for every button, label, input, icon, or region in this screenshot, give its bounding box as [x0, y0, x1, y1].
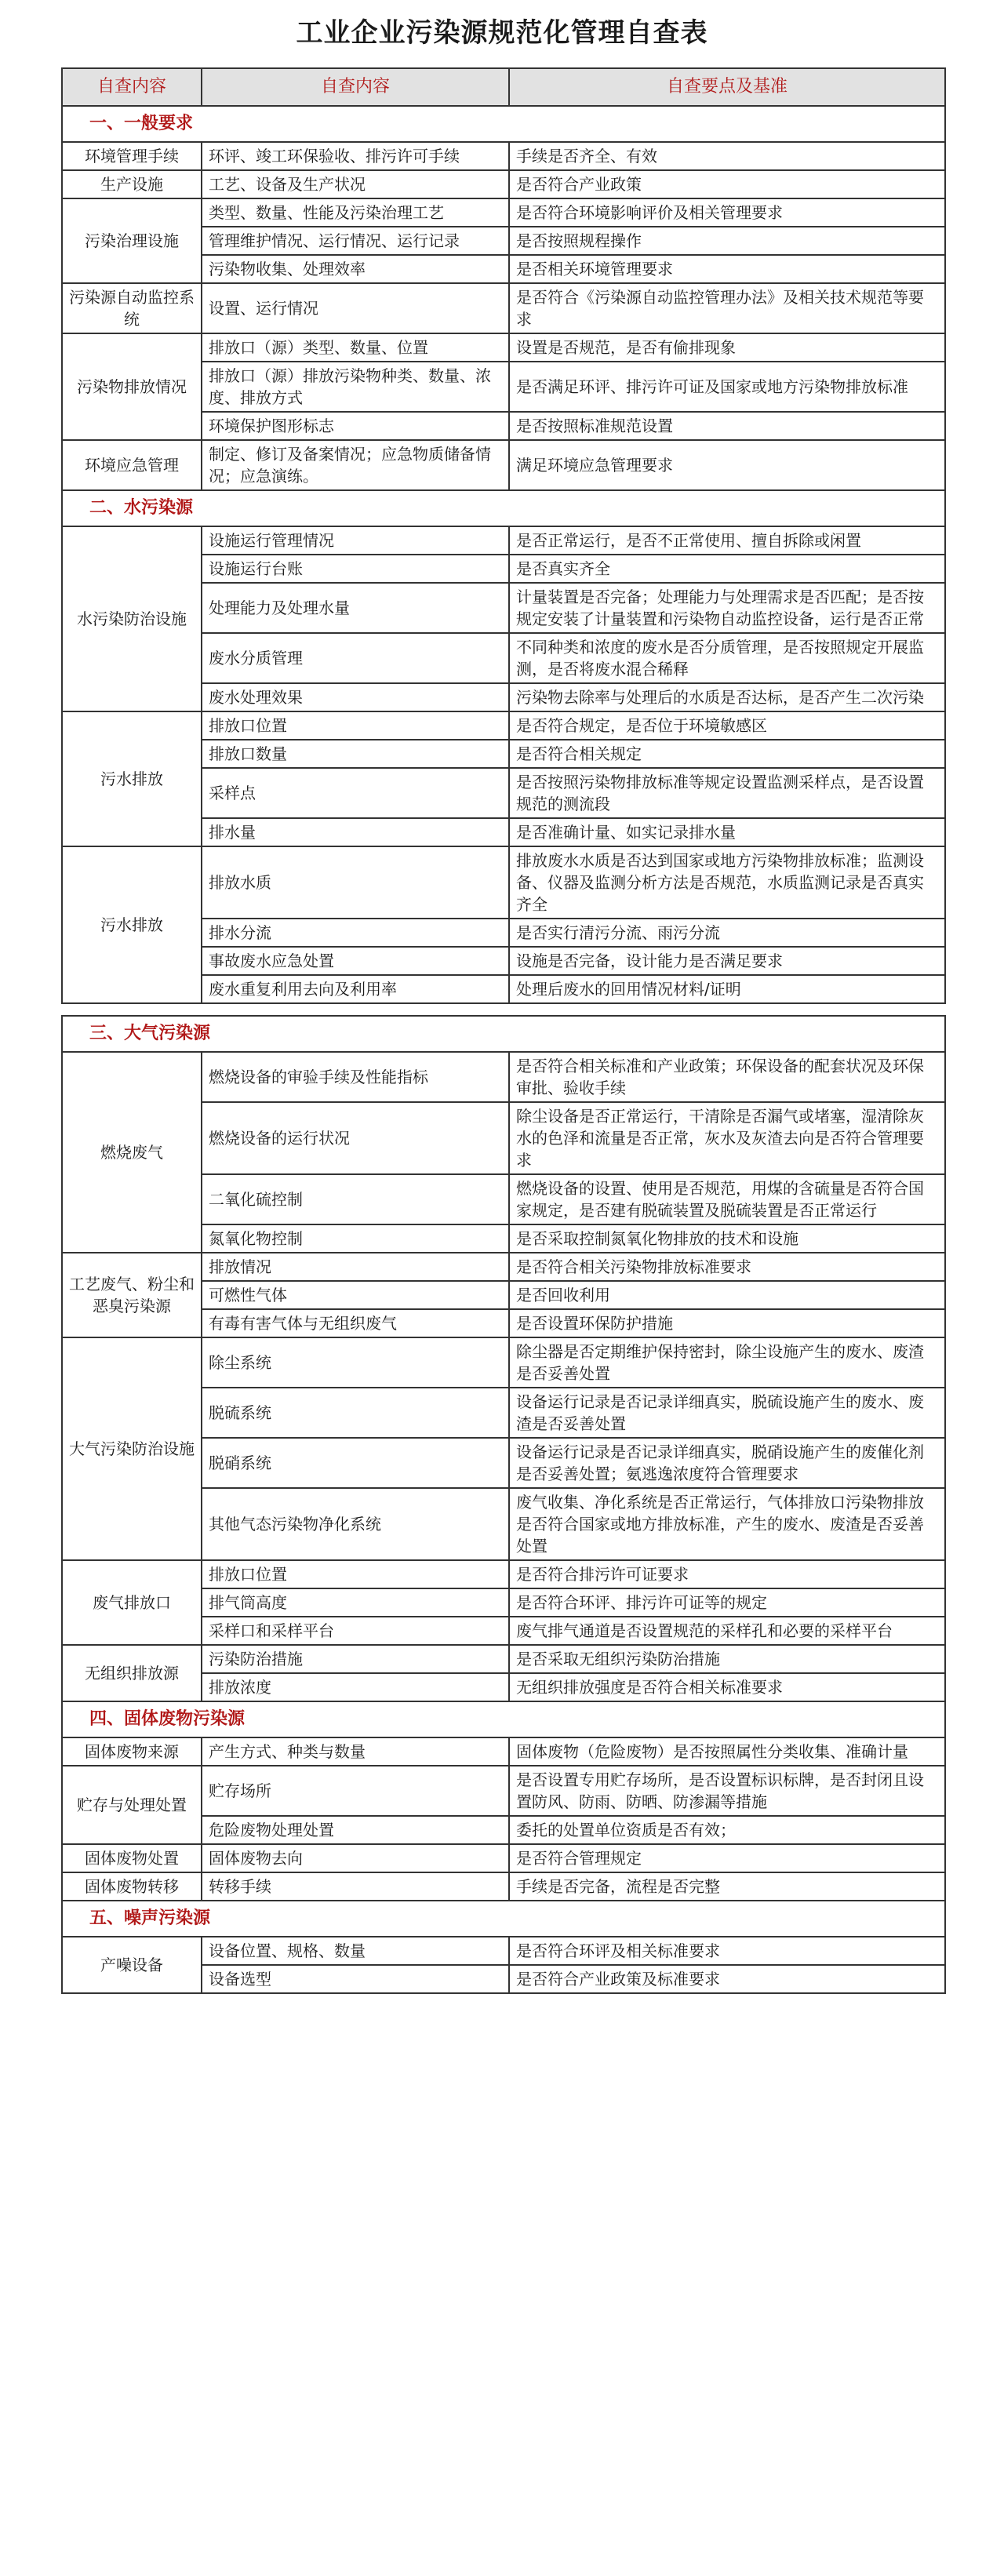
- header-item: 自查内容: [202, 68, 509, 106]
- section-heading-row: [62, 490, 945, 526]
- requirement-cell: 是否符合《污染源自动监控管理办法》及相关技术规范等要求: [509, 283, 945, 333]
- item-cell: 排水量: [202, 818, 509, 846]
- item-cell: 产生方式、种类与数量: [202, 1737, 509, 1766]
- item-cell: 固体废物去向: [202, 1844, 509, 1872]
- requirement-cell: 处理后废水的回用情况材料/证明: [509, 975, 945, 1003]
- item-cell: 可燃性气体: [202, 1281, 509, 1309]
- category-cell: 大气污染防治设施: [62, 1337, 202, 1560]
- requirement-cell: 是否准确计量、如实记录排水量: [509, 818, 945, 846]
- requirement-cell: 设备运行记录是否记录详细真实，脱硫设施产生的废水、废渣是否妥善处置: [509, 1388, 945, 1438]
- item-cell: 废水处理效果: [202, 683, 509, 711]
- requirement-cell: 固体废物（危险废物）是否按照属性分类收集、准确计量: [509, 1737, 945, 1766]
- category-cell: 固体废物来源: [62, 1737, 202, 1766]
- requirement-cell: 是否符合排污许可证要求: [509, 1560, 945, 1588]
- requirement-cell: 计量装置是否完备；处理能力与处理需求是否匹配；是否按规定安装了计量装置和污染物自动监控设备，运行是否正常: [509, 583, 945, 633]
- requirement-cell: 是否符合相关污染物排放标准要求: [509, 1253, 945, 1281]
- item-cell: 采样口和采样平台: [202, 1617, 509, 1645]
- requirement-cell: 是否采取控制氮氧化物排放的技术和设施: [509, 1224, 945, 1253]
- section-gap: [62, 1003, 945, 1016]
- requirement-cell: 是否按照标准规范设置: [509, 412, 945, 440]
- requirement-cell: 燃烧设备的设置、使用是否规范，用煤的含硫量是否符合国家规定，是否建有脱硫装置及脱硫装置是否正常运行: [509, 1174, 945, 1224]
- table-row: [62, 1737, 945, 1766]
- item-cell: 排放浓度: [202, 1673, 509, 1701]
- item-cell: 除尘系统: [202, 1337, 509, 1388]
- requirement-cell: 是否按照污染物排放标准等规定设置监测采样点，是否设置规范的测流段: [509, 768, 945, 818]
- section-heading: 一、一般要求: [62, 106, 945, 142]
- category-cell: 污染源自动监控系统: [62, 283, 202, 333]
- item-cell: 环境保护图形标志: [202, 412, 509, 440]
- item-cell: 二氧化硫控制: [202, 1174, 509, 1224]
- item-cell: 采样点: [202, 768, 509, 818]
- item-cell: 管理维护情况、运行情况、运行记录: [202, 227, 509, 255]
- section-heading: 二、水污染源: [62, 490, 945, 526]
- item-cell: 其他气态污染物净化系统: [202, 1488, 509, 1560]
- item-cell: 废水重复利用去向及利用率: [202, 975, 509, 1003]
- category-cell: 工艺废气、粉尘和恶臭污染源: [62, 1253, 202, 1337]
- requirement-cell: 不同种类和浓度的废水是否分质管理，是否按照规定开展监测，是否将废水混合稀释: [509, 633, 945, 683]
- item-cell: 排放口位置: [202, 1560, 509, 1588]
- table-header-row: [62, 68, 945, 106]
- category-cell: 污染治理设施: [62, 198, 202, 283]
- requirement-cell: 是否设置专用贮存场所，是否设置标识标牌，是否封闭且设置防风、防雨、防晒、防渗漏等措施: [509, 1766, 945, 1816]
- category-cell: 产噪设备: [62, 1937, 202, 1993]
- header-category: 自查内容: [62, 68, 202, 106]
- category-cell: 污染物排放情况: [62, 333, 202, 440]
- requirement-cell: 设备运行记录是否记录详细真实，脱硝设施产生的废催化剂是否妥善处置；氨逃逸浓度符合管理要求: [509, 1438, 945, 1488]
- requirement-cell: 是否正常运行，是否不正常使用、擅自拆除或闲置: [509, 526, 945, 555]
- table-row: [62, 1560, 945, 1588]
- item-cell: 设施运行台账: [202, 555, 509, 583]
- item-cell: 处理能力及处理水量: [202, 583, 509, 633]
- header-requirement: 自查要点及基准: [509, 68, 945, 106]
- requirement-cell: 是否符合管理规定: [509, 1844, 945, 1872]
- item-cell: 有毒有害气体与无组织废气: [202, 1309, 509, 1337]
- requirement-cell: 是否符合环评及相关标准要求: [509, 1937, 945, 1965]
- self-check-table: [61, 67, 946, 1994]
- requirement-cell: 是否回收利用: [509, 1281, 945, 1309]
- requirement-cell: 是否符合产业政策: [509, 170, 945, 198]
- category-cell: 无组织排放源: [62, 1645, 202, 1701]
- table-row: [62, 142, 945, 170]
- category-cell: 污水排放: [62, 846, 202, 1003]
- table-row: [62, 333, 945, 362]
- category-cell: 固体废物转移: [62, 1872, 202, 1901]
- requirement-cell: 是否符合产业政策及标准要求: [509, 1965, 945, 1993]
- item-cell: 事故废水应急处置: [202, 947, 509, 975]
- table-row: [62, 1872, 945, 1901]
- item-cell: 燃烧设备的运行状况: [202, 1102, 509, 1174]
- item-cell: 工艺、设备及生产状况: [202, 170, 509, 198]
- requirement-cell: 废气排气通道是否设置规范的采样孔和必要的采样平台: [509, 1617, 945, 1645]
- requirement-cell: 是否符合相关标准和产业政策；环保设备的配套状况及环保审批、验收手续: [509, 1052, 945, 1102]
- table-row: [62, 283, 945, 333]
- item-cell: 氮氧化物控制: [202, 1224, 509, 1253]
- category-cell: 固体废物处置: [62, 1844, 202, 1872]
- requirement-cell: 是否相关环境管理要求: [509, 255, 945, 283]
- section-heading: 三、大气污染源: [62, 1016, 945, 1052]
- page-title: 工业企业污染源规范化管理自查表: [296, 17, 708, 49]
- requirement-cell: 设置是否规范，是否有偷排现象: [509, 333, 945, 362]
- table-row: [62, 170, 945, 198]
- table-row: [62, 440, 945, 490]
- requirement-cell: 是否符合规定，是否位于环境敏感区: [509, 711, 945, 740]
- table-row: [62, 1766, 945, 1816]
- requirement-cell: 是否符合环评、排污许可证等的规定: [509, 1588, 945, 1617]
- requirement-cell: 除尘器是否定期维护保持密封，除尘设施产生的废水、废渣是否妥善处置: [509, 1337, 945, 1388]
- requirement-cell: 设施是否完备，设计能力是否满足要求: [509, 947, 945, 975]
- requirement-cell: 除尘设备是否正常运行，干清除是否漏气或堵塞，湿清除灰水的色泽和流量是否正常，灰水及灰渣去向是否符合管理要求: [509, 1102, 945, 1174]
- table-row: [62, 1337, 945, 1388]
- table-row: [62, 1937, 945, 1965]
- section-heading-row: [62, 106, 945, 142]
- category-cell: 污水排放: [62, 711, 202, 846]
- section-heading-row: [62, 1701, 945, 1737]
- item-cell: 制定、修订及备案情况；应急物质储备情况；应急演练。: [202, 440, 509, 490]
- item-cell: 燃烧设备的审验手续及性能指标: [202, 1052, 509, 1102]
- table-row: [62, 1844, 945, 1872]
- self-check-table-container: [61, 67, 944, 1994]
- requirement-cell: 手续是否完备，流程是否完整: [509, 1872, 945, 1901]
- item-cell: 排气筒高度: [202, 1588, 509, 1617]
- item-cell: 排放口（源）类型、数量、位置: [202, 333, 509, 362]
- item-cell: 脱硫系统: [202, 1388, 509, 1438]
- table-row: [62, 526, 945, 555]
- section-heading-row: [62, 1901, 945, 1937]
- item-cell: 污染防治措施: [202, 1645, 509, 1673]
- item-cell: 排放水质: [202, 846, 509, 919]
- requirement-cell: 手续是否齐全、有效: [509, 142, 945, 170]
- requirement-cell: 是否真实齐全: [509, 555, 945, 583]
- item-cell: 排放口（源）排放污染物种类、数量、浓度、排放方式: [202, 362, 509, 412]
- table-row: [62, 1645, 945, 1673]
- table-row: [62, 198, 945, 227]
- requirement-cell: 排放废水水质是否达到国家或地方污染物排放标准；监测设备、仪器及监测分析方法是否规范，水质监测记录是否真实齐全: [509, 846, 945, 919]
- requirement-cell: 废气收集、净化系统是否正常运行，气体排放口污染物排放是否符合国家或地方排放标准，产生的废水、废渣是否妥善处置: [509, 1488, 945, 1560]
- category-cell: 环境管理手续: [62, 142, 202, 170]
- item-cell: 污染物收集、处理效率: [202, 255, 509, 283]
- requirement-cell: 无组织排放强度是否符合相关标准要求: [509, 1673, 945, 1701]
- category-cell: 环境应急管理: [62, 440, 202, 490]
- requirement-cell: 是否按照规程操作: [509, 227, 945, 255]
- category-cell: 贮存与处理处置: [62, 1766, 202, 1844]
- table-row: [62, 846, 945, 919]
- item-cell: 环评、竣工环保验收、排污许可手续: [202, 142, 509, 170]
- category-cell: 燃烧废气: [62, 1052, 202, 1253]
- section-gap-cell: [62, 1003, 945, 1016]
- section-heading: 四、固体废物污染源: [62, 1701, 945, 1737]
- item-cell: 脱硝系统: [202, 1438, 509, 1488]
- category-cell: 水污染防治设施: [62, 526, 202, 711]
- item-cell: 类型、数量、性能及污染治理工艺: [202, 198, 509, 227]
- requirement-cell: 是否符合相关规定: [509, 740, 945, 768]
- requirement-cell: 满足环境应急管理要求: [509, 440, 945, 490]
- table-row: [62, 1253, 945, 1281]
- requirement-cell: 委托的处置单位资质是否有效；: [509, 1816, 945, 1844]
- item-cell: 设置、运行情况: [202, 283, 509, 333]
- requirement-cell: 是否符合环境影响评价及相关管理要求: [509, 198, 945, 227]
- requirement-cell: 是否设置环保防护措施: [509, 1309, 945, 1337]
- table-body: [62, 106, 945, 1993]
- item-cell: 设施运行管理情况: [202, 526, 509, 555]
- requirement-cell: 是否采取无组织污染防治措施: [509, 1645, 945, 1673]
- item-cell: 危险废物处理处置: [202, 1816, 509, 1844]
- item-cell: 排放口位置: [202, 711, 509, 740]
- item-cell: 设备位置、规格、数量: [202, 1937, 509, 1965]
- item-cell: 贮存场所: [202, 1766, 509, 1816]
- table-row: [62, 1052, 945, 1102]
- item-cell: 设备选型: [202, 1965, 509, 1993]
- table-row: [62, 711, 945, 740]
- item-cell: 转移手续: [202, 1872, 509, 1901]
- category-cell: 废气排放口: [62, 1560, 202, 1645]
- item-cell: 排水分流: [202, 919, 509, 947]
- item-cell: 排放情况: [202, 1253, 509, 1281]
- category-cell: 生产设施: [62, 170, 202, 198]
- section-heading-row: [62, 1016, 945, 1052]
- requirement-cell: 是否实行清污分流、雨污分流: [509, 919, 945, 947]
- requirement-cell: 是否满足环评、排污许可证及国家或地方污染物排放标准: [509, 362, 945, 412]
- item-cell: 废水分质管理: [202, 633, 509, 683]
- section-heading: 五、噪声污染源: [62, 1901, 945, 1937]
- requirement-cell: 污染物去除率与处理后的水质是否达标，是否产生二次污染: [509, 683, 945, 711]
- item-cell: 排放口数量: [202, 740, 509, 768]
